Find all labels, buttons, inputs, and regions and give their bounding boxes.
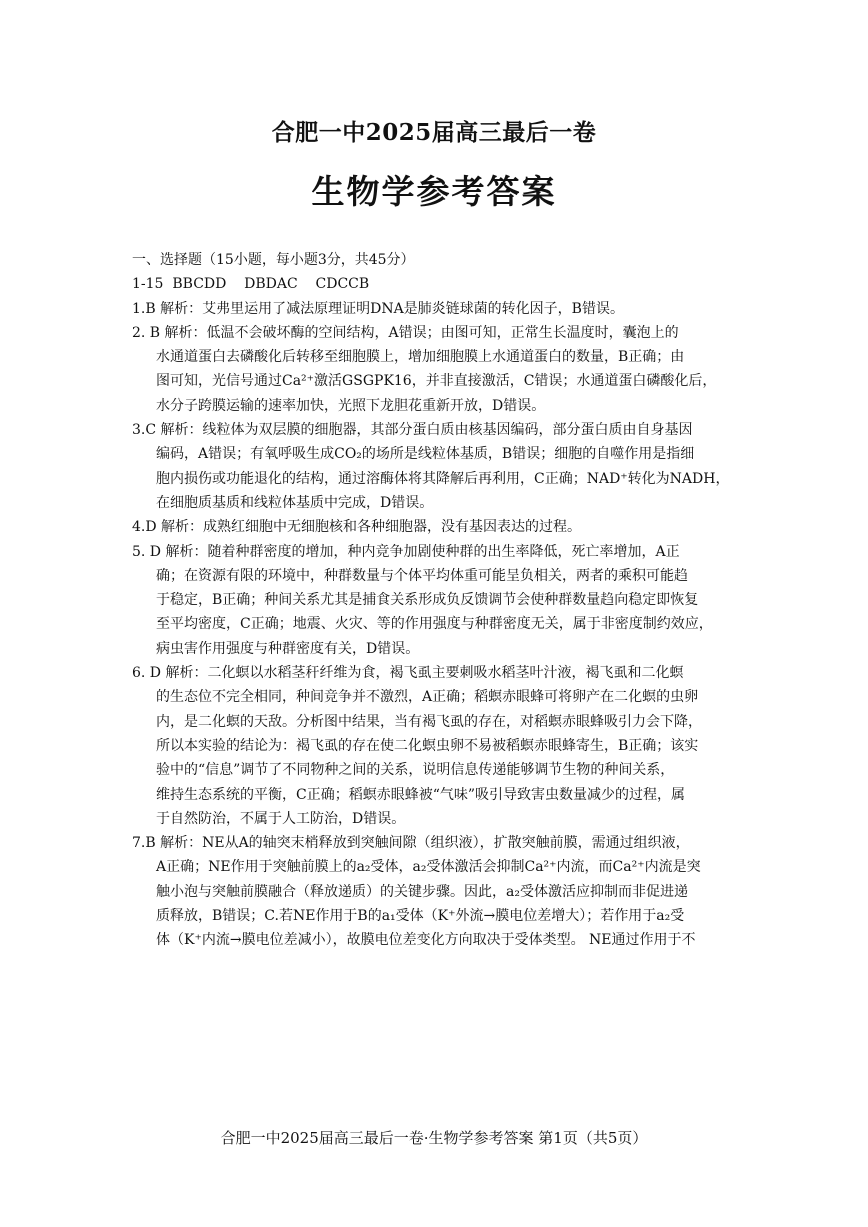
q3-line: 胞内损伤或功能退化的结构，通过溶酶体将其降解后再利用，C正确；NAD⁺转化为NADH，: [156, 470, 730, 487]
q3-line: 3.C 解析：线粒体为双层膜的细胞器，其部分蛋白质由核基因编码，部分蛋白质由自身基因: [132, 422, 693, 439]
q2-explanation: [132, 321, 738, 418]
q6-line: 所以本实验的结论为：褐飞虱的存在使二化螟虫卵不易被稻螟赤眼蜂寄生，B正确；该实: [156, 737, 699, 754]
q6-line: 于自然防治，不属于人工防治，D错误。: [156, 810, 406, 827]
school-title: 合肥一中2025届高三最后一卷: [271, 119, 597, 146]
q6-explanation: [132, 661, 738, 831]
q7-line: 触小泡与突触前膜融合（释放递质）的关键步骤。因此，a₂受体激活应抑制而非促进递: [156, 883, 688, 900]
q5-line: 病虫害作用强度与种群密度有关，D错误。: [156, 640, 420, 657]
q7-line: 体（K⁺内流→膜电位差减小），故膜电位差变化方向取决于受体类型。 NE通过作用于不: [156, 932, 696, 949]
answer-key: 1-15 BBCDD DBDAC CDCCB: [132, 276, 370, 293]
q2-line: 水分子跨膜运输的速率加快，光照下龙胆花重新开放，D错误。: [156, 397, 546, 414]
q5-explanation: [132, 540, 738, 661]
q3-line: 在细胞质基质和线粒体基质中完成，D错误。: [156, 494, 434, 511]
q7-line: A正确；NE作用于突触前膜上的a₂受体，a₂受体激活会抑制Ca²⁺内流，而Ca²⁺内流是突: [156, 859, 701, 876]
q1-explanation: 1.B 解析：艾弗里运用了减法原理证明DNA是肺炎链球菌的转化因子，B错误。: [132, 300, 624, 317]
q7-line: 7.B 解析：NE从A的轴突末梢释放到突触间隙（组织液），扩散突触前膜，需通过组织液，: [132, 835, 690, 852]
q7-line: 质释放，B错误；C.若NE作用于B的a₁受体（K⁺外流→膜电位差增大）；若作用于a₂受: [156, 908, 685, 925]
document-title: 生物学参考答案: [311, 172, 557, 211]
q6-line: 的生态位不完全相同，种间竞争并不激烈，A正确；稻螟赤眼蜂可将卵产在二化螟的虫卵: [156, 689, 699, 706]
q2-line: 图可知，光信号通过Ca²⁺激活GSGPK16，并非直接激活，C错误；水通道蛋白磷酸化后，: [156, 373, 717, 390]
q6-line: 维持生态系统的平衡，C正确；稻螟赤眼蜂被“气味”吸引导致害虫数量减少的过程，属: [156, 786, 686, 803]
q5-line: 于稳定，B正确；种间关系尤其是捕食关系形成负反馈调节会使种群数量趋向稳定即恢复: [156, 592, 699, 609]
q2-line: 2. B 解析：低温不会破坏酶的空间结构，A错误；由图可知，正常生长温度时，囊泡上的: [132, 324, 679, 341]
q7-explanation: [132, 831, 738, 952]
q6-line: 验中的“信息”调节了不同物种之间的关系，说明信息传递能够调节生物的种间关系，: [156, 762, 675, 779]
q3-line: 编码，A错误；有氧呼吸生成CO₂的场所是线粒体基质，B错误；细胞的自噬作用是指细: [156, 446, 695, 463]
q5-line: 5. D 解析：随着种群密度的增加，种内竞争加剧使种群的出生率降低，死亡率增加，A正: [132, 543, 680, 560]
page-footer: 合肥一中2025届高三最后一卷·生物学参考答案 第1页（共5页）: [220, 1129, 648, 1147]
q2-line: 水通道蛋白去磷酸化后转移至细胞膜上，增加细胞膜上水通道蛋白的数量，B正确；由: [156, 349, 685, 366]
q5-line: 确；在资源有限的环境中，种群数量与个体平均体重可能呈负相关，两者的乘积可能趋: [156, 567, 688, 584]
q6-line: 内，是二化螟的天敌。分析图中结果，当有褐飞虱的存在，对稻螟赤眼蜂吸引力会下降，: [156, 713, 702, 730]
answer-content: [132, 248, 738, 953]
q6-line: 6. D 解析：二化螟以水稻茎秆纤维为食，褐飞虱主要刺吸水稻茎叶汁液，褐飞虱和二化螟: [132, 665, 684, 682]
section-heading: 一、选择题（15小题，每小题3分，共45分）: [132, 252, 415, 268]
q4-explanation: 4.D 解析：成熟红细胞中无细胞核和各种细胞器，没有基因表达的过程。: [132, 519, 582, 536]
q3-explanation: [132, 418, 738, 515]
q5-line: 至平均密度，C正确；地震、火灾、等的作用强度与种群密度无关，属于非密度制约效应，: [156, 616, 713, 633]
